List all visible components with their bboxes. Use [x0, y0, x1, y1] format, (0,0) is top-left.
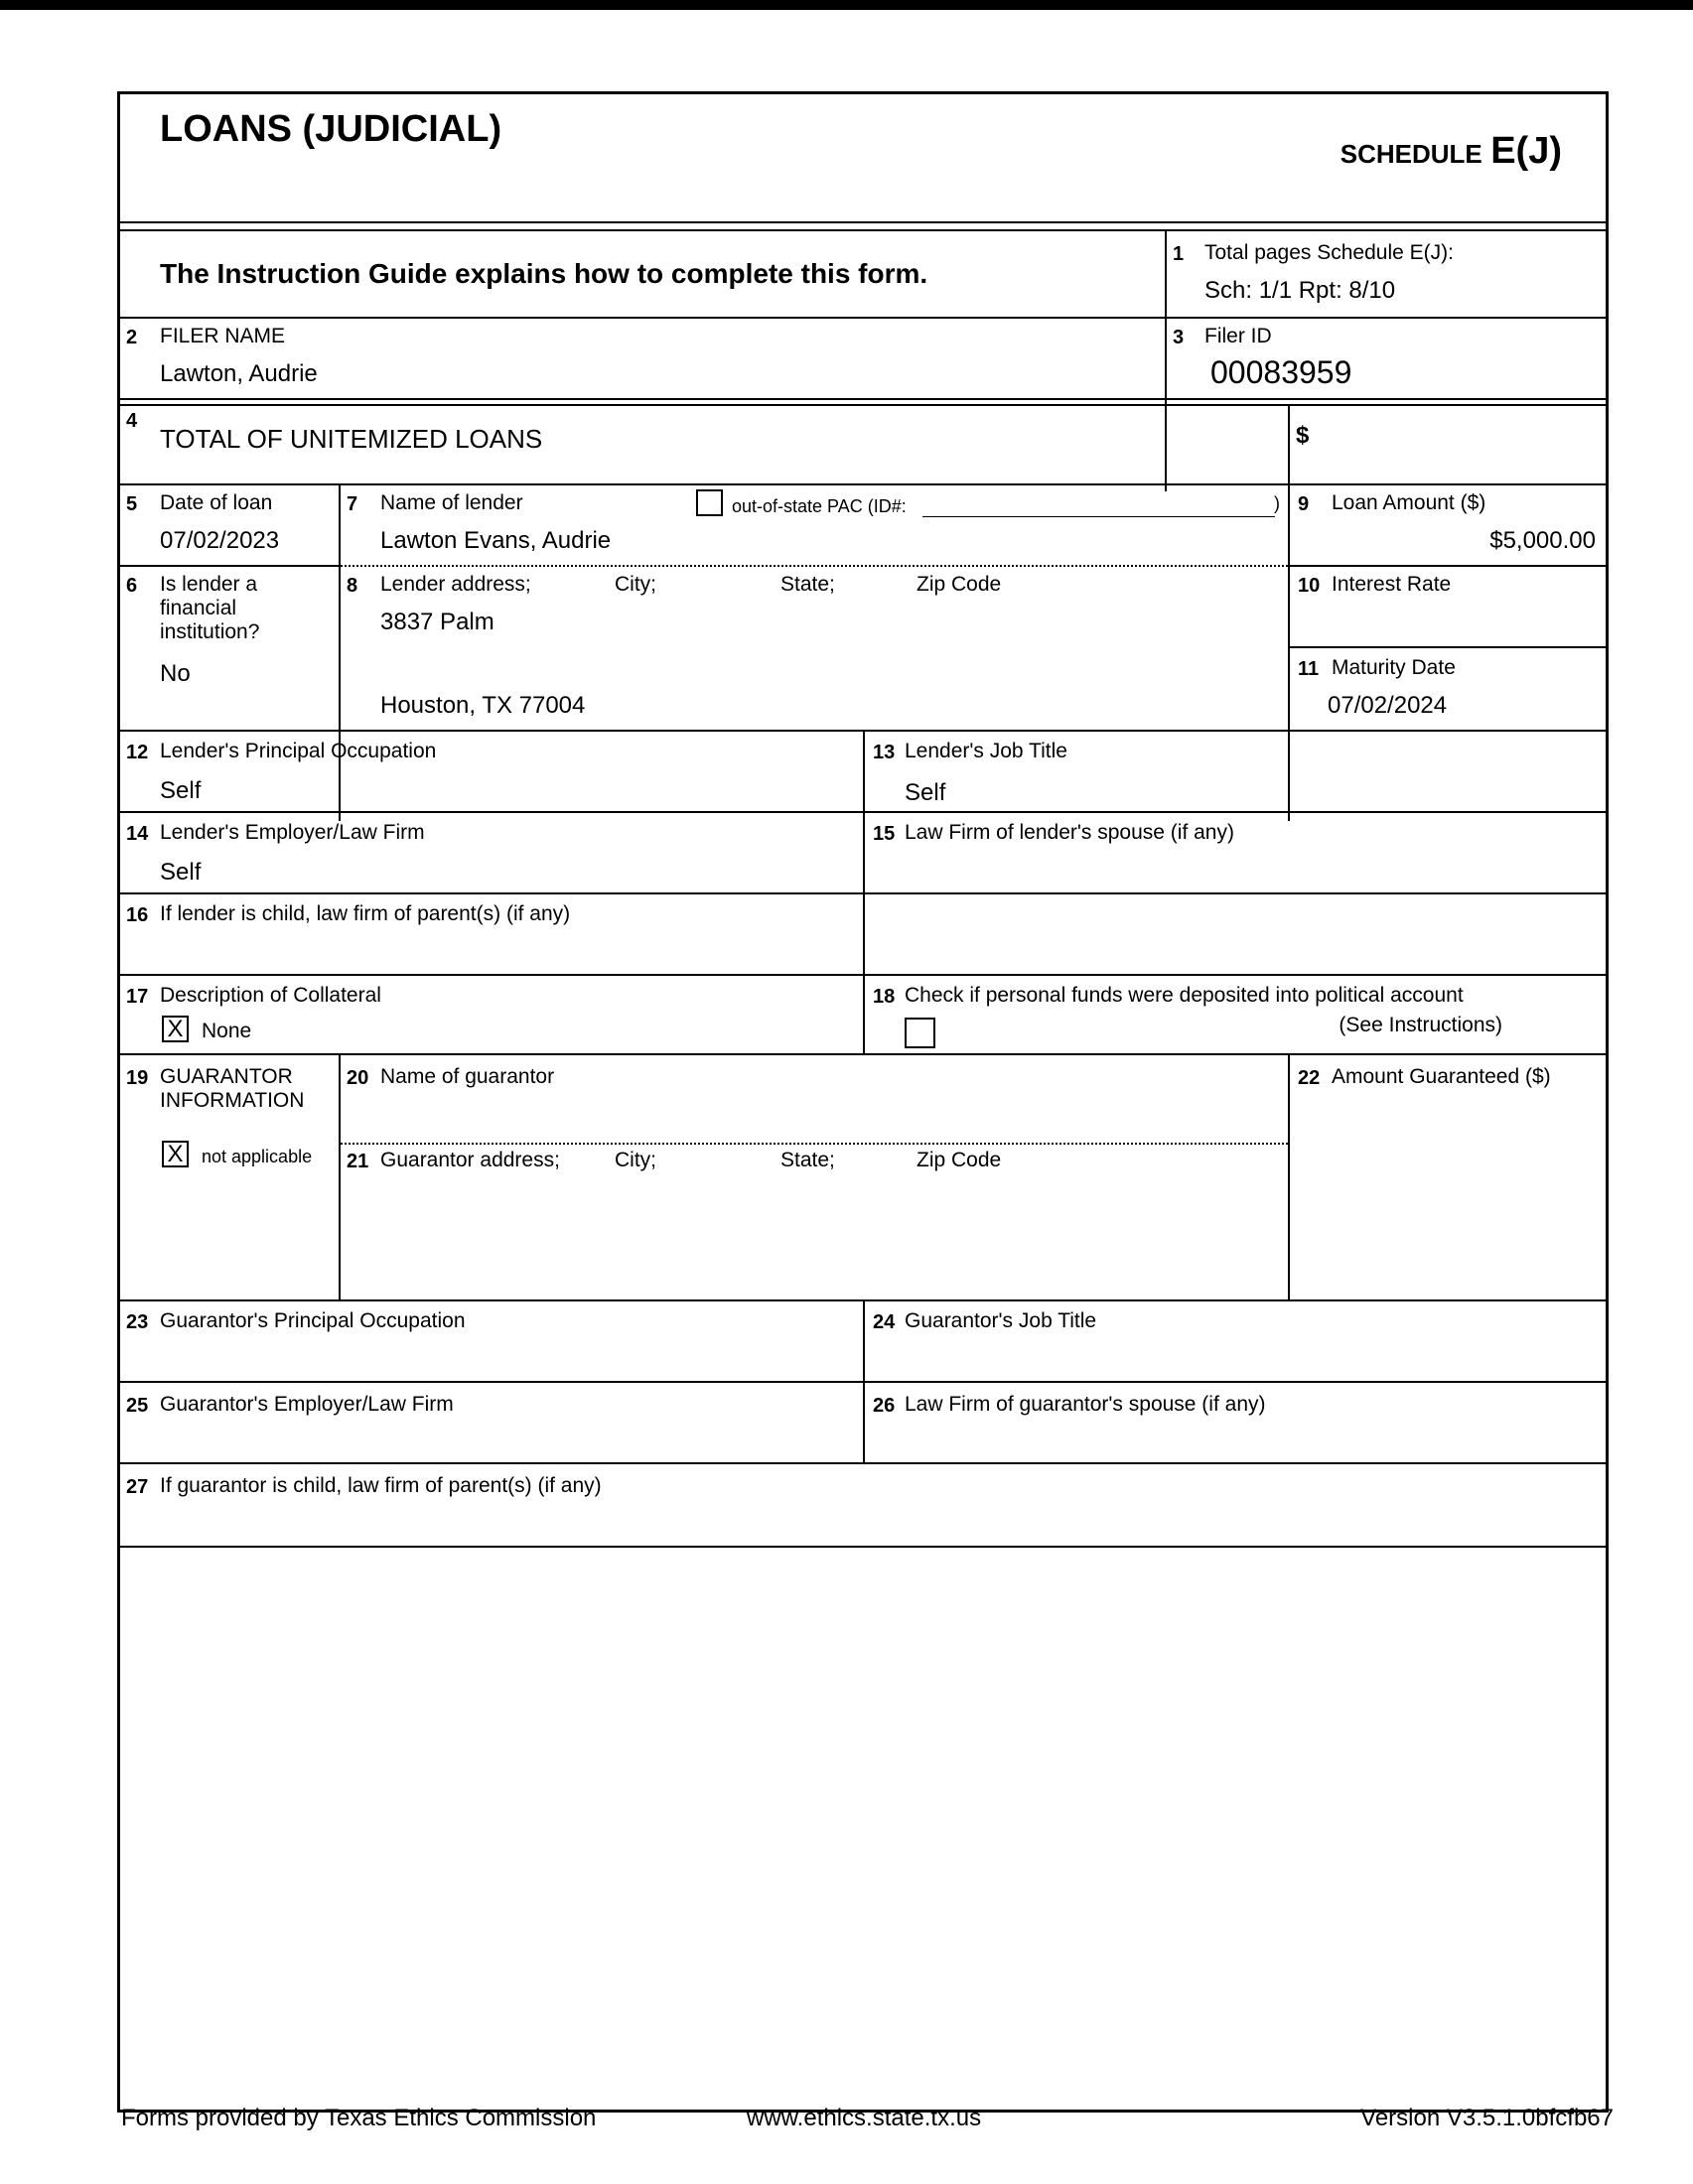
field-23-label: Guarantor's Principal Occupation	[160, 1309, 466, 1332]
field-22-number: 22	[1298, 1067, 1321, 1089]
field-8-zip-label: Zip Code	[917, 573, 1002, 596]
field-5-label: Date of loan	[160, 491, 273, 514]
total-pages-value: Sch: 1/1 Rpt: 8/10	[1204, 277, 1396, 304]
field-1-number: 1	[1173, 243, 1185, 265]
pac-close-paren: )	[1274, 493, 1280, 513]
field-18-number: 18	[873, 986, 896, 1008]
field-21-state-label: State;	[780, 1149, 835, 1171]
field-6-number: 6	[126, 575, 138, 597]
field-21-number: 21	[347, 1151, 369, 1172]
field-10-label: Interest Rate	[1332, 573, 1452, 596]
field-25-label: Guarantor's Employer/Law Firm	[160, 1393, 454, 1416]
maturity-date-value: 07/02/2024	[1328, 692, 1448, 719]
divider	[120, 317, 1606, 319]
field-21-city-label: City;	[615, 1149, 656, 1171]
filer-name-value: Lawton, Audrie	[160, 360, 318, 387]
field-26-number: 26	[873, 1395, 896, 1417]
field-27-number: 27	[126, 1476, 149, 1498]
not-applicable-label: not applicable	[202, 1147, 313, 1166]
pac-label: out-of-state PAC (ID#:	[732, 496, 907, 516]
lender-job-title-value: Self	[905, 779, 946, 806]
field-18-label: Check if personal funds were deposited into political account	[905, 984, 1464, 1007]
divider	[1288, 404, 1290, 821]
field-8-city-label: City;	[615, 573, 656, 596]
field-6-label-1: Is lender a	[160, 573, 258, 596]
field-16-number: 16	[126, 904, 149, 926]
scan-top-border	[0, 0, 1693, 10]
divider	[120, 1546, 1606, 1548]
loan-amount-value: $5,000.00	[1489, 527, 1596, 554]
field-27-label: If guarantor is child, law firm of parent(s) (if any)	[160, 1474, 602, 1497]
field-2-number: 2	[126, 327, 138, 348]
loan-date-value: 07/02/2023	[160, 527, 280, 554]
field-3-label: Filer ID	[1204, 325, 1272, 347]
out-of-state-pac-checkbox[interactable]	[696, 489, 723, 516]
field-8-label: Lender address;	[380, 573, 531, 596]
field-19-number: 19	[126, 1067, 149, 1089]
field-25-number: 25	[126, 1395, 149, 1417]
field-4-label: TOTAL OF UNITEMIZED LOANS	[160, 424, 543, 454]
divider	[120, 892, 1606, 894]
divider	[120, 1053, 1606, 1055]
field-20-label: Name of guarantor	[380, 1065, 555, 1088]
loans-judicial-form	[117, 91, 1609, 2113]
field-14-label: Lender's Employer/Law Firm	[160, 821, 425, 844]
field-24-number: 24	[873, 1311, 896, 1333]
divider	[120, 398, 1606, 400]
field-23-number: 23	[126, 1311, 149, 1333]
see-instructions-note: (See Instructions)	[1339, 1014, 1502, 1036]
field-2-label: FILER NAME	[160, 325, 286, 347]
field-11-label: Maturity Date	[1332, 656, 1456, 679]
field-20-number: 20	[347, 1067, 369, 1089]
field-14-number: 14	[126, 823, 149, 845]
field-13-label: Lender's Job Title	[905, 740, 1067, 762]
field-21-zip-label: Zip Code	[917, 1149, 1002, 1171]
lender-name-value: Lawton Evans, Audrie	[380, 527, 612, 554]
field-5-number: 5	[126, 493, 138, 515]
field-1-label: Total pages Schedule E(J):	[1204, 241, 1454, 264]
field-21-label: Guarantor address;	[380, 1149, 560, 1171]
field-4-number: 4	[126, 410, 138, 432]
divider	[120, 404, 1606, 406]
financial-institution-value: No	[160, 660, 191, 687]
divider	[339, 483, 341, 821]
field-12-number: 12	[126, 742, 149, 763]
field-8-number: 8	[347, 575, 358, 597]
field-17-label: Description of Collateral	[160, 984, 381, 1007]
field-17-number: 17	[126, 986, 149, 1008]
divider	[120, 229, 1606, 231]
schedule-code: E(J)	[1490, 130, 1562, 172]
divider	[1288, 565, 1606, 567]
field-15-number: 15	[873, 823, 896, 845]
field-9-number: 9	[1298, 493, 1310, 515]
dotted-divider	[341, 565, 1288, 567]
divider	[339, 1053, 341, 1299]
filer-id-value: 00083959	[1210, 354, 1352, 390]
field-22-label: Amount Guaranteed ($)	[1332, 1065, 1551, 1088]
footer-version: Version V3.5.1.0bfcfb67	[1360, 2105, 1614, 2131]
divider	[120, 221, 1606, 223]
field-19-label-2: INFORMATION	[160, 1089, 305, 1112]
field-15-label: Law Firm of lender's spouse (if any)	[905, 821, 1234, 844]
divider	[120, 811, 1606, 813]
schedule-label	[1340, 130, 1562, 173]
divider	[1165, 231, 1167, 491]
footer-website[interactable]: www.ethics.state.tx.us	[747, 2105, 982, 2131]
divider	[1288, 1053, 1290, 1299]
field-16-label: If lender is child, law firm of parent(s) (if any)	[160, 902, 571, 925]
field-7-label: Name of lender	[380, 491, 523, 514]
collateral-none-label: None	[202, 1020, 252, 1042]
lender-employer-value: Self	[160, 859, 202, 886]
field-6-label-3: institution?	[160, 620, 260, 643]
form-title: LOANS (JUDICIAL)	[160, 108, 502, 150]
field-26-label: Law Firm of guarantor's spouse (if any)	[905, 1393, 1266, 1416]
footer-provider: Forms provided by Texas Ethics Commission	[121, 2105, 597, 2131]
divider	[120, 565, 339, 567]
field-3-number: 3	[1173, 327, 1185, 348]
unitemized-currency: $	[1296, 422, 1310, 449]
field-9-label: Loan Amount ($)	[1332, 491, 1486, 514]
divider	[120, 1381, 1606, 1383]
lender-occupation-value: Self	[160, 777, 202, 804]
personal-funds-checkbox[interactable]	[905, 1018, 935, 1048]
collateral-none-checkbox[interactable]: X	[162, 1016, 189, 1042]
divider	[120, 1462, 1606, 1464]
field-8-state-label: State;	[780, 573, 835, 596]
instruction-text: The Instruction Guide explains how to complete this form.	[160, 258, 928, 289]
field-24-label: Guarantor's Job Title	[905, 1309, 1097, 1332]
field-10-number: 10	[1298, 575, 1321, 597]
field-19-label-1: GUARANTOR	[160, 1065, 293, 1088]
divider	[1288, 646, 1606, 648]
field-11-number: 11	[1298, 658, 1320, 680]
field-7-number: 7	[347, 493, 358, 515]
field-12-label: Lender's Principal Occupation	[160, 740, 437, 762]
lender-street-value: 3837 Palm	[380, 609, 494, 635]
field-6-label-2: financial	[160, 597, 237, 619]
field-13-number: 13	[873, 742, 896, 763]
schedule-word: SCHEDULE	[1340, 139, 1482, 169]
dotted-divider	[341, 1143, 1288, 1145]
guarantor-not-applicable-checkbox[interactable]: X	[162, 1141, 189, 1167]
pac-id-line	[922, 516, 1275, 517]
divider	[120, 483, 1606, 485]
lender-city-value: Houston, TX 77004	[380, 692, 586, 719]
divider	[863, 974, 865, 1053]
